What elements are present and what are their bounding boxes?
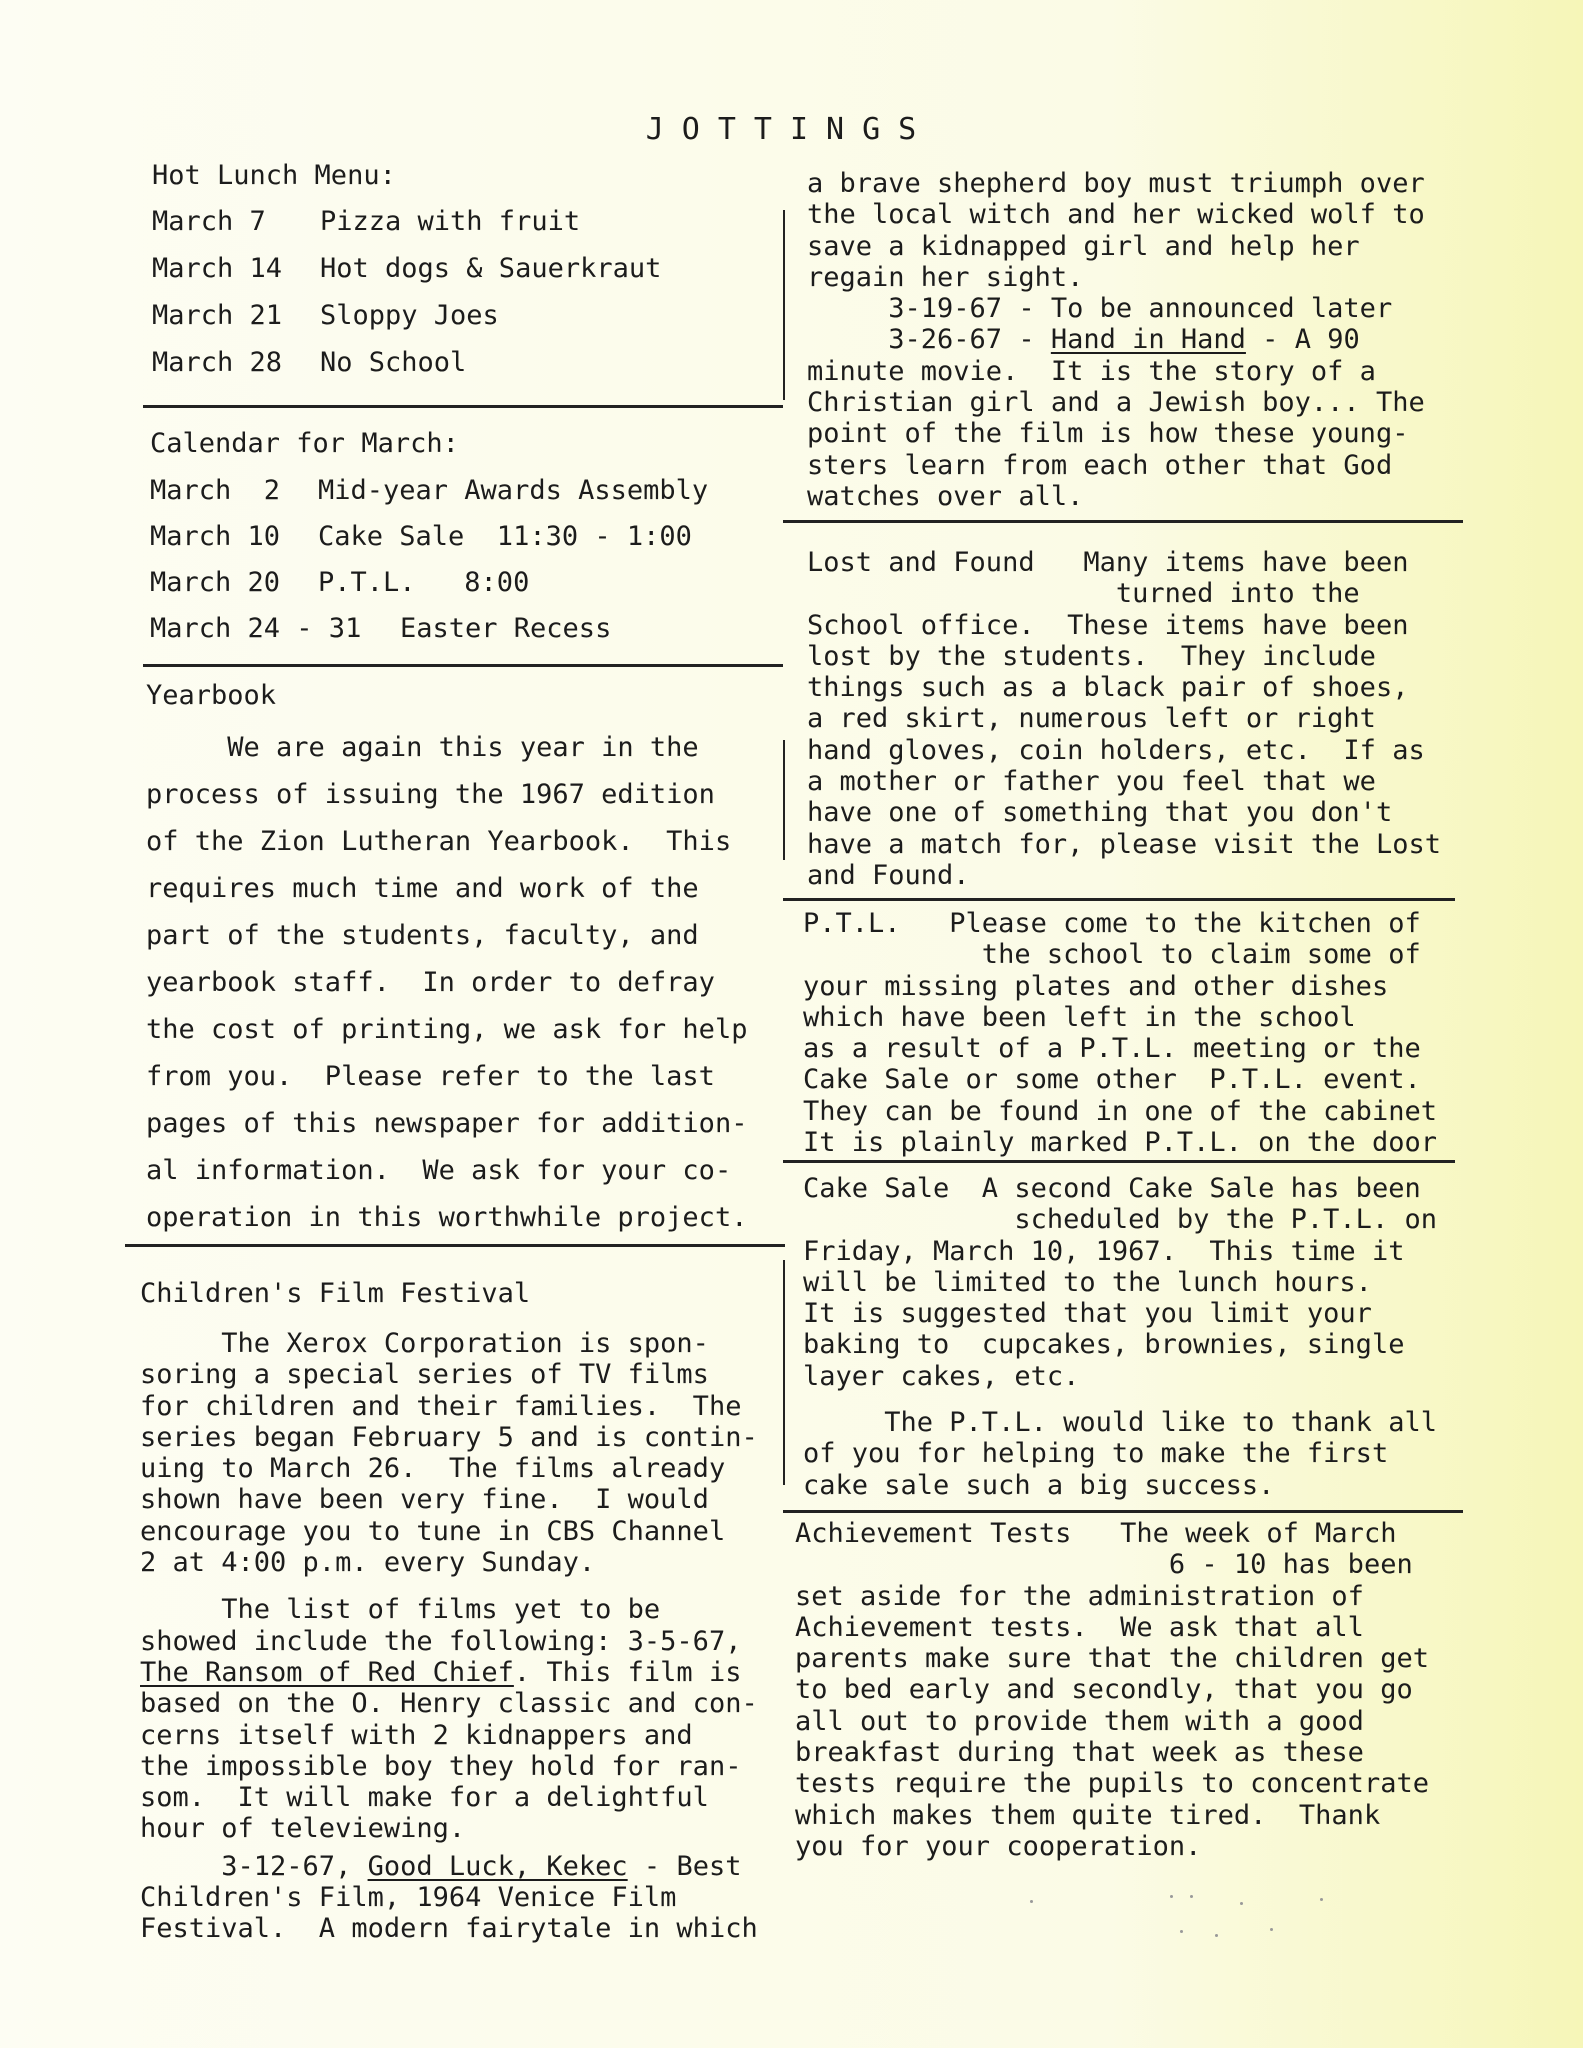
- lost-found-line: a red skirt, numerous left or right: [807, 703, 1376, 735]
- achievement-line: 6 - 10 has been: [795, 1549, 1413, 1581]
- achievement-line: Achievement Tests The week of March: [795, 1518, 1397, 1549]
- film-line: The Xerox Corporation is spon-: [140, 1328, 709, 1359]
- rule-after-calendar: [143, 664, 783, 667]
- film-line: shown have been very fine. I would: [140, 1484, 709, 1516]
- film-line: Festival. A modern fairytale in which: [140, 1913, 758, 1945]
- film-title-hand-in-hand: Hand in Hand: [1050, 324, 1246, 356]
- film-line: watches over all.: [807, 480, 1084, 512]
- yearbook-line: of the Zion Lutheran Yearbook. This: [146, 826, 732, 857]
- ptl-line: the school to claim some of: [803, 939, 1421, 971]
- yearbook-line: al information. We ask for your co-: [146, 1155, 732, 1186]
- film-festival-section: [140, 1278, 780, 1945]
- film-line: The Ransom of Red Chief. This film is: [140, 1656, 742, 1688]
- cake-sale-line: scheduled by the P.T.L. on: [803, 1204, 1437, 1236]
- calendar-section: [150, 428, 770, 659]
- list-item: March 14 Hot dogs & Sauerkraut: [152, 253, 662, 284]
- film-line: based on the O. Henry classic and con-: [140, 1688, 758, 1720]
- film-festival-heading: Children's Film Festival: [140, 1278, 531, 1309]
- lost-found-line: have one of something that you don't: [807, 797, 1393, 829]
- cake-sale-line: It is suggested that you limit your: [803, 1298, 1372, 1330]
- film-title-kekec: Good Luck, Kekec: [367, 1850, 628, 1882]
- film-line: minute movie. It is the story of a: [807, 355, 1376, 387]
- yearbook-line: requires much time and work of the: [146, 873, 699, 904]
- cake-sale-line: baking to cupcakes, brownies, single: [803, 1329, 1405, 1361]
- film-line: for children and their families. The: [140, 1390, 742, 1422]
- lost-found-line: lost by the students. They include: [807, 640, 1376, 672]
- yearbook-line: the cost of printing, we ask for help: [146, 1014, 748, 1045]
- film-line: Christian girl and a Jewish boy... The: [807, 387, 1425, 419]
- cake-sale-line: layer cakes, etc.: [803, 1360, 1080, 1392]
- paper-specks: [1030, 1890, 1330, 1960]
- cake-sale-line: cake sale such a big success.: [803, 1469, 1275, 1501]
- cake-sale-line: Cake Sale A second Cake Sale has been: [803, 1173, 1421, 1204]
- column-divider-mid: [783, 740, 785, 860]
- rule-after-lunch: [143, 405, 783, 408]
- film-line: uing to March 26. The films already: [140, 1453, 726, 1485]
- film-festival-continued: [807, 168, 1467, 512]
- lost-found-line: hand gloves, coin holders, etc. If as: [807, 734, 1425, 766]
- lost-found-line: School office. These items have been: [807, 609, 1409, 641]
- film-line: sters learn from each other that God: [807, 449, 1393, 481]
- cake-sale-line: The P.T.L. would like to thank all: [803, 1407, 1437, 1439]
- ptl-line: as a result of a P.T.L. meeting or the: [803, 1033, 1421, 1065]
- film-line: som. It will make for a delightful: [140, 1782, 709, 1814]
- lost-found-line: Lost and Found Many items have been: [807, 547, 1409, 578]
- column-divider-bottom: [783, 1260, 785, 1485]
- film-line: 3-19-67 - To be announced later: [807, 293, 1393, 325]
- yearbook-heading: Yearbook: [146, 680, 277, 711]
- list-item: March 10 Cake Sale 11:30 - 1:00: [150, 521, 692, 552]
- achievement-line: all out to provide them with a good: [795, 1705, 1364, 1737]
- lost-found-line: turned into the: [807, 578, 1360, 610]
- yearbook-line: part of the students, faculty, and: [146, 920, 699, 951]
- calendar-heading: Calendar for March:: [150, 428, 459, 459]
- yearbook-line: We are again this year in the: [146, 732, 699, 763]
- list-item: March 28 No School: [152, 347, 467, 378]
- achievement-section: [795, 1518, 1465, 1862]
- film-line: Children's Film, 1964 Venice Film: [140, 1882, 677, 1914]
- yearbook-section: [146, 680, 776, 1249]
- cake-sale-line: Friday, March 10, 1967. This time it: [803, 1235, 1405, 1267]
- film-line: point of the film is how these young-: [807, 418, 1409, 450]
- cake-sale-section: [803, 1173, 1468, 1501]
- column-divider-top: [783, 210, 785, 400]
- film-line: 2 at 4:00 p.m. every Sunday.: [140, 1547, 596, 1579]
- page-title: JOTTINGS: [645, 112, 935, 147]
- film-line: encourage you to tune in CBS Channel: [140, 1515, 726, 1547]
- film-line: 3-12-67, Good Luck, Kekec - Best: [140, 1850, 742, 1882]
- list-item: March 24 - 31 Easter Recess: [150, 613, 612, 644]
- film-line: cerns itself with 2 kidnappers and: [140, 1719, 693, 1751]
- lost-found-line: and Found.: [807, 859, 970, 891]
- ptl-section: [803, 908, 1468, 1158]
- list-item: March 2 Mid-year Awards Assembly: [150, 475, 709, 506]
- achievement-line: breakfast during that week as these: [795, 1737, 1364, 1769]
- list-item: March 7 Pizza with fruit: [152, 206, 581, 237]
- yearbook-line: from you. Please refer to the last: [146, 1061, 715, 1092]
- rule-after-lost-found: [783, 898, 1455, 901]
- film-line: save a kidnapped girl and help her: [807, 230, 1360, 262]
- film-line: series began February 5 and is contin-: [140, 1421, 758, 1453]
- achievement-line: which makes them quite tired. Thank: [795, 1799, 1381, 1831]
- lost-found-line: have a match for, please visit the Lost: [807, 828, 1441, 860]
- film-line: 3-26-67 - Hand in Hand - A 90: [807, 324, 1360, 356]
- lost-found-section: [807, 547, 1467, 891]
- ptl-line: your missing plates and other dishes: [803, 970, 1389, 1002]
- hot-lunch-section: [152, 160, 772, 394]
- yearbook-line: process of issuing the 1967 edition: [146, 779, 715, 810]
- ptl-line: They can be found in one of the cabinet: [803, 1095, 1437, 1127]
- film-line: soring a special series of TV films: [140, 1359, 709, 1391]
- rule-after-cake-sale: [783, 1510, 1463, 1513]
- yearbook-line: yearbook staff. In order to defray: [146, 967, 715, 998]
- ptl-line: Cake Sale or some other P.T.L. event.: [803, 1064, 1421, 1096]
- film-line: The list of films yet to be: [140, 1594, 661, 1626]
- achievement-line: to bed early and secondly, that you go: [795, 1674, 1413, 1706]
- yearbook-line: pages of this newspaper for addition-: [146, 1108, 748, 1139]
- hot-lunch-list: [152, 206, 772, 394]
- film-line: showed include the following: 3-5-67,: [140, 1625, 742, 1657]
- film-line: a brave shepherd boy must triumph over: [807, 168, 1425, 199]
- cake-sale-line: of you for helping to make the first: [803, 1438, 1389, 1470]
- achievement-line: set aside for the administration of: [795, 1580, 1364, 1612]
- lost-found-line: things such as a black pair of shoes,: [807, 672, 1409, 704]
- film-line: the impossible boy they hold for ran-: [140, 1750, 742, 1782]
- yearbook-line: operation in this worthwhile project.: [146, 1202, 748, 1233]
- ptl-line: It is plainly marked P.T.L. on the door: [803, 1127, 1437, 1159]
- film-line: regain her sight.: [807, 261, 1084, 293]
- achievement-line: you for your cooperation.: [795, 1830, 1202, 1862]
- hot-lunch-heading: Hot Lunch Menu:: [152, 160, 396, 191]
- cake-sale-line: will be limited to the lunch hours.: [803, 1266, 1372, 1298]
- rule-after-ptl: [783, 1160, 1455, 1163]
- list-item: March 20 P.T.L. 8:00: [150, 567, 530, 598]
- rule-after-films: [783, 520, 1463, 523]
- achievement-line: Achievement tests. We ask that all: [795, 1611, 1364, 1643]
- ptl-line: which have been left in the school: [803, 1001, 1356, 1033]
- film-title-ransom: The Ransom of Red Chief: [140, 1656, 514, 1688]
- film-line: the local witch and her wicked wolf to: [807, 199, 1425, 231]
- film-line: hour of televiewing.: [140, 1813, 466, 1845]
- list-item: March 21 Sloppy Joes: [152, 300, 499, 331]
- achievement-line: tests require the pupils to concentrate: [795, 1768, 1429, 1800]
- ptl-line: P.T.L. Please come to the kitchen of: [803, 908, 1421, 939]
- achievement-line: parents make sure that the children get: [795, 1643, 1429, 1675]
- lost-found-line: a mother or father you feel that we: [807, 766, 1376, 798]
